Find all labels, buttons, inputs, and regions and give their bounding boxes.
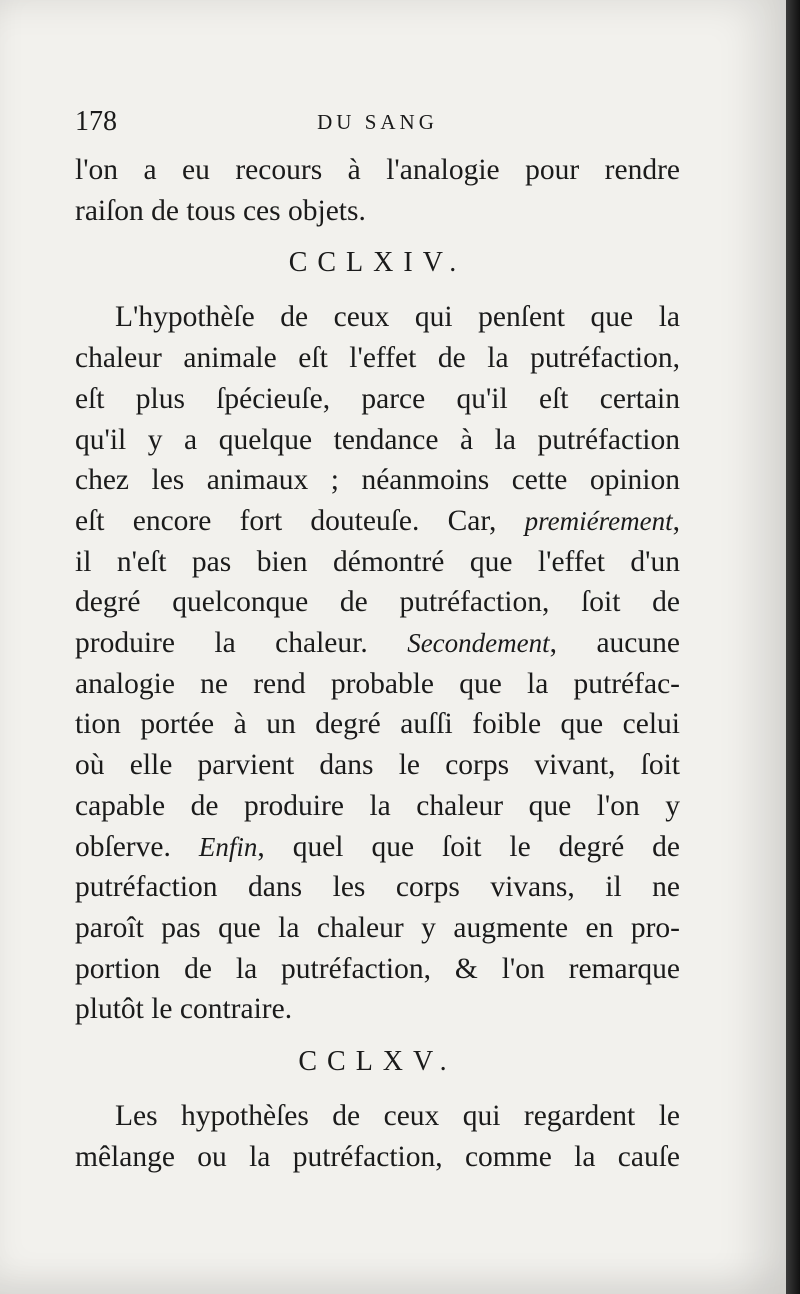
text-segment: , aucune [549, 627, 680, 660]
section-heading-265: CCLXV. [298, 1046, 457, 1078]
page-header [75, 106, 680, 140]
text-line: l'on a eu recours à l'analogie pour rendre [75, 154, 680, 186]
text-line: eſt encore fort douteuſe. Car, premiérement, [75, 504, 680, 537]
text-line [75, 827, 680, 868]
text-segment: obſerve. [75, 830, 171, 863]
text-line: où elle parvient dans le corps vivant, ſoit [75, 749, 680, 782]
text-line: eſt plus ſpécieuſe, parce qu'il eſt certain [75, 382, 680, 415]
text-line: Les hypothèſes de ceux qui regardent le [115, 1100, 680, 1133]
text-line: portion de la putréfaction, & l'on remarque [75, 952, 680, 985]
text-segment: , quel que ſoit le degré de [257, 830, 681, 863]
text-line: qu'il y a quelque tendance à la putréfaction [75, 423, 680, 456]
page-number: 178 [75, 106, 117, 137]
text-line: il n'eſt pas bien démontré que l'effet d'un [75, 545, 680, 578]
text-line: raiſon de tous ces objets. [75, 194, 366, 227]
text-line: chaleur animale eſt l'effet de la putréfaction, [75, 342, 680, 375]
text-line: chez les animaux ; néanmoins cette opinion [75, 464, 680, 497]
body-text [75, 150, 680, 1177]
text-segment: eſt encore fort douteuſe. Car, [75, 504, 497, 537]
section-heading-264: CCLXIV. [288, 247, 467, 279]
text-line: mêlange ou la putréfaction, comme la cauſe [75, 1140, 680, 1173]
italic-word: Secondement [407, 628, 550, 659]
italic-word: premiérement [524, 505, 673, 536]
italic-word: Enfin [198, 831, 258, 862]
text-line: tion portée à un degré auſſi foible que celui [75, 708, 680, 741]
text-line: L'hypothèſe de ceux qui penſent que la [115, 301, 680, 334]
text-segment: produire la chaleur. [75, 627, 368, 660]
text-line: degré quelconque de putréfaction, ſoit de [75, 586, 680, 619]
text-line: capable de produire la chaleur que l'on y [75, 789, 680, 822]
text-line: analogie ne rend probable que la putréfac- [75, 667, 680, 700]
text-line: paroît pas que la chaleur y augmente en pro- [75, 911, 680, 944]
text-line: plutôt le contraire. [75, 993, 293, 1026]
running-title: DU SANG [317, 110, 438, 134]
book-spine-shadow [786, 0, 800, 1294]
text-line: putréfaction dans les corps vivans, il ne [75, 871, 680, 904]
text-line [75, 623, 680, 664]
